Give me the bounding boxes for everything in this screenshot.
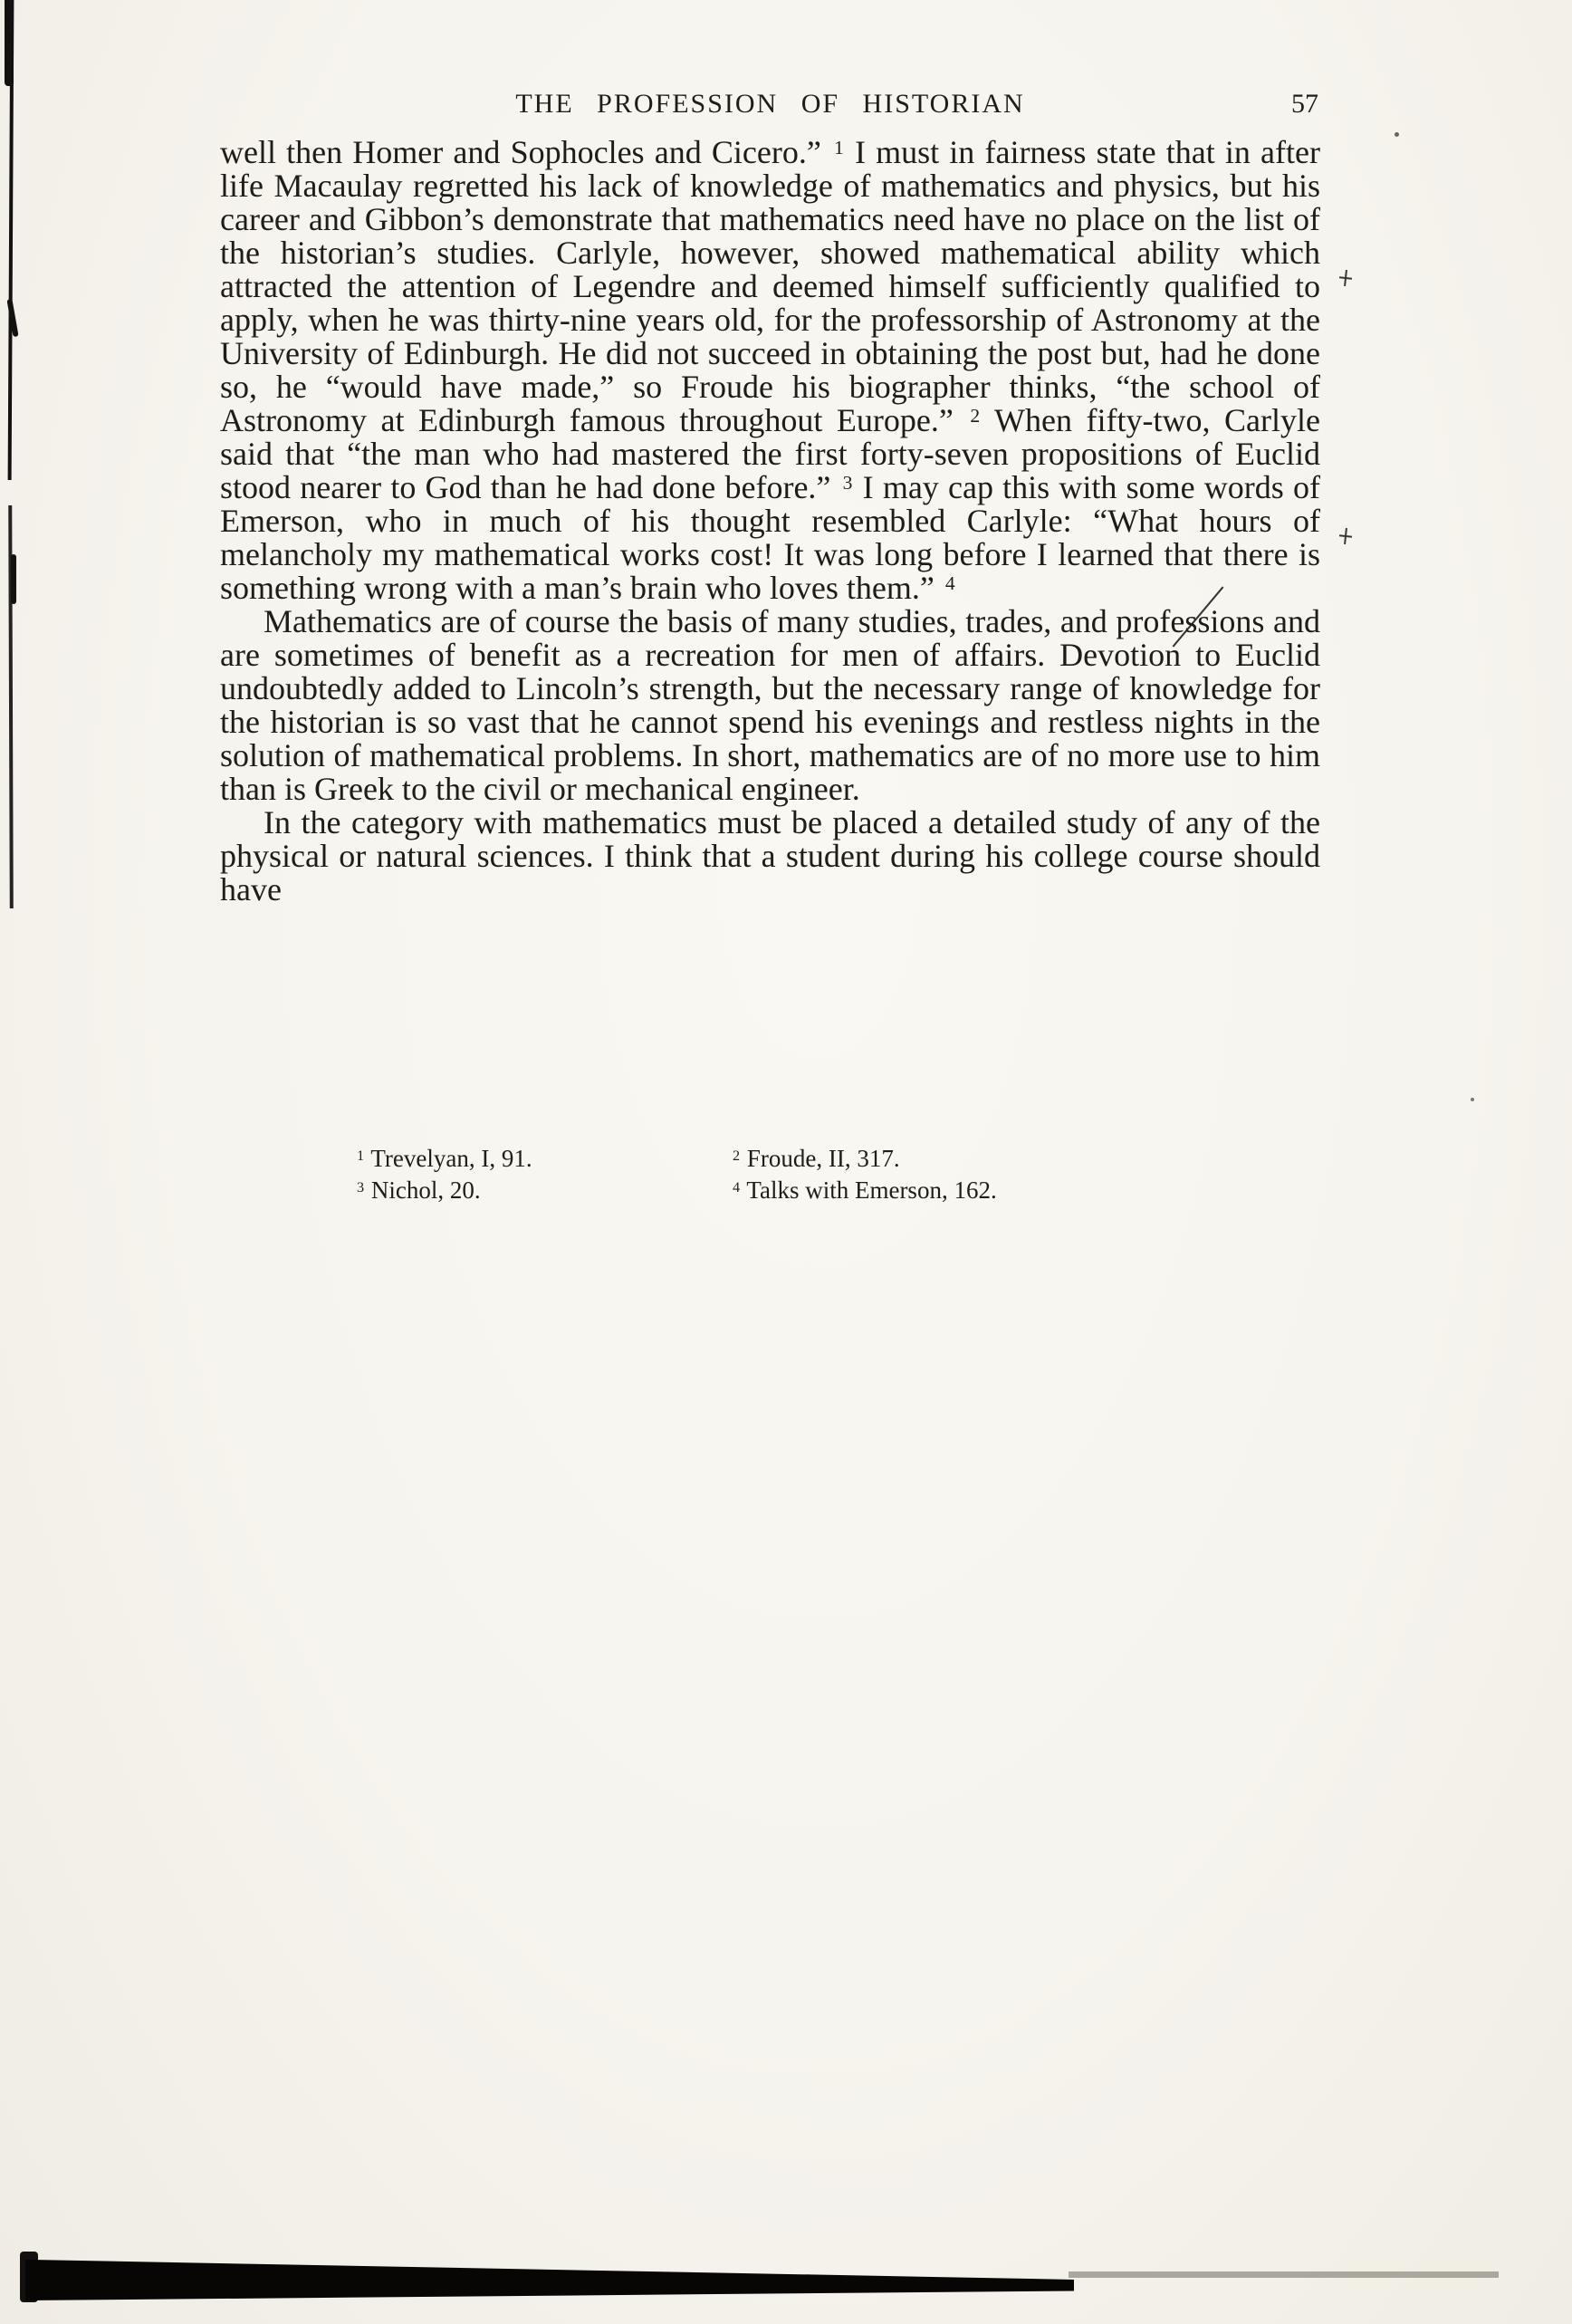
page-number: 57 — [1291, 89, 1318, 119]
footnote-2-marker: 2 — [733, 1147, 741, 1164]
footnote-ref-4: 4 — [944, 572, 955, 595]
footnote-3-text: Nichol, 20. — [370, 1176, 481, 1204]
scan-artifact-speck-1 — [1395, 132, 1399, 137]
footnotes — [220, 1143, 1320, 1206]
scan-artifact-left-mark — [11, 554, 16, 604]
footnote-1-marker: 1 — [357, 1147, 365, 1164]
footnote-2-text: Froude, II, 317. — [746, 1145, 900, 1172]
footnote-ref-3: 3 — [842, 472, 853, 495]
footnote-1-text: Trevelyan, I, 91. — [370, 1145, 532, 1172]
footnote-4-text: Talks with Emerson, 162. — [746, 1176, 997, 1204]
paragraph-1-text-c: When fifty-two, Carlyle said that “the man who had mastered the first forty-seven propositions of Euclid stood nearer to God than he had done before.” — [220, 402, 1320, 505]
paragraph-1 — [220, 136, 1320, 605]
paragraph-1-text-d: I may cap this with some words of Emerson, who in much of his thought resembled Carlyle: “What hours of melancholy my mathematical works cost! It was long before I learned that there is something wrong with a man’s brain who loves them.” — [220, 469, 1320, 606]
scan-artifact-margin-tick-2 — [1337, 528, 1354, 544]
footnote-row-1 — [220, 1143, 1320, 1175]
footnote-ref-2: 2 — [970, 405, 981, 427]
footnote-row-2 — [220, 1175, 1320, 1206]
footnote-1 — [354, 1143, 730, 1175]
footnote-4-marker: 4 — [733, 1178, 741, 1196]
scan-artifact-bottom-bar — [25, 2257, 1074, 2300]
paragraph-1-text-b: I must in fairness state that in after life Macaulay regretted his lack of knowledge of mathematics and physics, but his career and Gibbon’s demonstrate that mathematics need have no place on the list of the historian’s studies. Carlyle, however, showed mathematical ability which attracted the attention of Legendre and deemed himself sufficiently qualified to apply, when he was thirty-nine years old, for the professorship of Astronomy at the University of Edinburgh. He did not succeed in obtaining the post but, had he done so, he “would have made,” so Froude his biographer thinks, “the school of Astronomy at Edinburgh famous throughout Europe.” — [220, 134, 1320, 438]
footnote-ref-1: 1 — [834, 137, 844, 159]
paragraph-2: Mathematics are of course the basis of many studies, trades, and professions and are sometimes of benefit as a recreation for men of affairs. Devotion to Euclid undoubtedly added to Lincoln’s strength, but the necessary range of knowledge for the historian is so vast that he cannot spend his evenings and restless nights in the solution of mathematical problems. In short, mathematics are of no more use to him than is Greek to the civil or mechanical engineer. — [220, 603, 1320, 807]
scan-artifact-speck-2 — [1471, 1098, 1474, 1101]
footnote-3-marker: 3 — [357, 1178, 365, 1196]
scan-artifact-bottom-tail — [1069, 2271, 1499, 2278]
footnote-2 — [730, 1143, 1320, 1175]
footnote-3 — [354, 1175, 730, 1206]
running-head — [220, 89, 1320, 120]
footnote-4 — [730, 1175, 1320, 1206]
running-title: THE PROFESSION OF HISTORIAN — [515, 89, 1025, 119]
text-block — [220, 136, 1320, 907]
scan-artifact-margin-tick-1 — [1337, 270, 1354, 286]
paragraph-3: In the category with mathematics must be placed a detailed study of any of the physical or natural sciences. I think that a student during his college course should have — [220, 804, 1320, 908]
paragraph-1-text-a: well then Homer and Sophocles and Cicero.” — [220, 134, 831, 170]
